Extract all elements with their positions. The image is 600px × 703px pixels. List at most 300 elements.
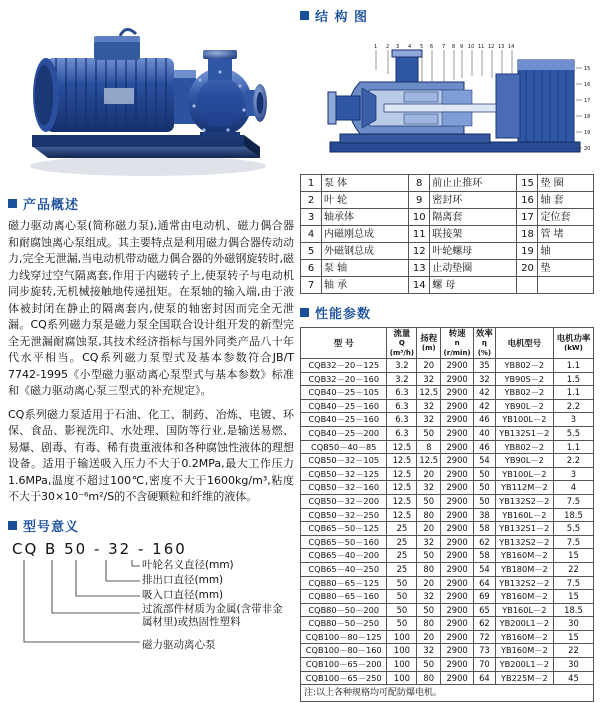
cell-power: 7.5 xyxy=(553,576,593,590)
part-num: 9 xyxy=(409,192,430,209)
table-row xyxy=(301,277,594,294)
table-row xyxy=(301,494,594,508)
table-row xyxy=(301,658,594,672)
cell-model: CQB65－40－250 xyxy=(301,562,387,576)
svg-text:16: 16 xyxy=(584,82,591,88)
part-num: 3 xyxy=(301,209,322,226)
col-speed xyxy=(441,328,474,359)
cell-head: 20 xyxy=(417,630,441,644)
cell-model: CQB50－32－160 xyxy=(301,481,387,495)
table-row xyxy=(301,372,594,386)
model-label-0: 叶轮名义直径(mm) xyxy=(142,558,234,571)
cell-model: CQB80－65－125 xyxy=(301,576,387,590)
cell-head: 32 xyxy=(417,590,441,604)
cell-flow: 12.5 xyxy=(387,494,417,508)
cell-head: 50 xyxy=(417,603,441,617)
cell-power: 5.5 xyxy=(553,426,593,440)
cell-eff: 69 xyxy=(474,590,496,604)
cell-model: CQB32－20－160 xyxy=(301,372,387,386)
cell-motor: YB112M－2 xyxy=(495,481,553,495)
table-row xyxy=(301,426,594,440)
cell-model: CQB40－25－105 xyxy=(301,386,387,400)
cell-flow: 6.3 xyxy=(387,399,417,413)
cell-motor: YB90L－2 xyxy=(495,454,553,468)
cell-power: 45 xyxy=(553,671,593,685)
cell-power: 15 xyxy=(553,590,593,604)
part-num: 10 xyxy=(409,209,430,226)
cell-eff: 58 xyxy=(474,522,496,536)
cell-speed: 2900 xyxy=(441,426,474,440)
cell-flow: 6.3 xyxy=(387,413,417,427)
product-photo xyxy=(8,6,294,186)
col-flow-symbol: Q xyxy=(398,339,405,347)
cell-eff: 54 xyxy=(474,454,496,468)
leader-lines-svg xyxy=(14,558,144,650)
cell-flow: 12.5 xyxy=(387,454,417,468)
cell-flow: 25 xyxy=(387,562,417,576)
cell-motor: YB100L－2 xyxy=(495,467,553,481)
cell-speed: 2900 xyxy=(441,372,474,386)
svg-text:9: 9 xyxy=(460,44,464,50)
model-label-2: 吸入口直径(mm) xyxy=(142,588,224,601)
cell-model: CQB80－50－250 xyxy=(301,617,387,631)
part-name: 止动垫圈 xyxy=(430,260,517,277)
cell-head: 32 xyxy=(417,372,441,386)
cell-power: 15 xyxy=(553,549,593,563)
cell-flow: 25 xyxy=(387,535,417,549)
cell-flow: 100 xyxy=(387,630,417,644)
cell-motor: YB160M－2 xyxy=(495,590,553,604)
cell-speed: 2900 xyxy=(441,386,474,400)
col-eff-symbol: η xyxy=(481,339,487,347)
cell-motor: YB90L－2 xyxy=(495,399,553,413)
cell-motor: YB160L－2 xyxy=(495,603,553,617)
col-flow-unit: (m³/h) xyxy=(389,349,415,357)
cell-flow: 6.3 xyxy=(387,386,417,400)
table-row xyxy=(301,590,594,604)
cell-power: 7.5 xyxy=(553,494,593,508)
cell-speed: 2900 xyxy=(441,671,474,685)
structure-diagram xyxy=(300,30,594,170)
part-name: 管 堵 xyxy=(538,226,594,243)
svg-text:10: 10 xyxy=(468,44,475,50)
cell-flow: 12.5 xyxy=(387,508,417,522)
part-name: 轴 套 xyxy=(538,192,594,209)
cell-flow: 50 xyxy=(387,603,417,617)
col-speed-label: 转速 xyxy=(448,328,466,338)
cell-head: 50 xyxy=(417,549,441,563)
cell-motor: YB132S2－2 xyxy=(495,535,553,549)
table-row xyxy=(301,549,594,563)
table-row xyxy=(301,603,594,617)
table-row xyxy=(301,440,594,454)
cell-power: 3 xyxy=(553,413,593,427)
overview-heading-label: 产品概述 xyxy=(23,198,80,213)
cell-model: CQB50－32－105 xyxy=(301,454,387,468)
cell-speed: 2900 xyxy=(441,535,474,549)
cell-eff: 42 xyxy=(474,386,496,400)
model-meaning-heading-label: 型号意义 xyxy=(23,519,80,535)
cell-head: 32 xyxy=(417,399,441,413)
overview-paragraph-1: 磁力驱动离心泵(简称磁力泵),通常由电动机、磁力偶合器和耐腐蚀离心泵组成。其主要特点是利用磁力偶合器传动动力,完全无泄漏,当电动机带动磁力偶合器的外磁钢旋转时,磁力线穿过空气隔离套,作用于内磁转子上,使泵转子与电动机同步旋转,无机械接触地传递扭矩。在泵轴的输入端,由于液体被封闭在静止的隔离套内,使泵的轴密封因而完全无泄漏。CQ系列磁力泵是磁力泵全国联合设计组开发的新型完全无泄漏耐腐蚀泵,其技术经济指标与国外同类产品八十年代水平相当。CQ系列磁力泵型式及基本参数符合JB/T 7742-1995《小型磁力驱动离心泵型式与基本参数》标准和《磁力驱动离心泵三型式的补充规定》。 xyxy=(8,219,294,397)
cell-motor: YB225M－2 xyxy=(495,671,553,685)
cell-eff: 70 xyxy=(474,658,496,672)
cell-eff: 50 xyxy=(474,481,496,495)
table-row xyxy=(301,386,594,400)
part-name: 垫 xyxy=(538,260,594,277)
cell-flow: 12.5 xyxy=(387,467,417,481)
performance-heading-label: 性能参数 xyxy=(315,307,372,322)
cell-head: 32 xyxy=(417,413,441,427)
col-flow xyxy=(387,328,417,359)
pump-photo-illustration xyxy=(8,6,294,186)
cell-head: 80 xyxy=(417,508,441,522)
cell-motor: YB160M－2 xyxy=(495,549,553,563)
cell-motor: YB200L1－2 xyxy=(495,617,553,631)
cell-head: 80 xyxy=(417,562,441,576)
cell-speed: 2900 xyxy=(441,467,474,481)
cell-motor: YB132S2－2 xyxy=(495,494,553,508)
cell-flow: 100 xyxy=(387,658,417,672)
structure-heading-label: 结 构 图 xyxy=(315,10,369,25)
part-num: 5 xyxy=(301,243,322,260)
cell-flow: 50 xyxy=(387,576,417,590)
cell-speed: 2900 xyxy=(441,630,474,644)
cell-head: 20 xyxy=(417,359,441,373)
cell-model: CQB50－32－125 xyxy=(301,467,387,481)
part-num: 18 xyxy=(517,226,538,243)
svg-text:15: 15 xyxy=(584,66,591,72)
cell-eff: 35 xyxy=(474,359,496,373)
cell-eff: 65 xyxy=(474,603,496,617)
svg-text:3: 3 xyxy=(396,44,400,50)
col-model: 型 号 xyxy=(301,328,387,359)
svg-text:12: 12 xyxy=(488,44,495,50)
part-name: 轴 承 xyxy=(322,277,409,294)
cell-head: 80 xyxy=(417,617,441,631)
cell-flow: 100 xyxy=(387,671,417,685)
cell-flow: 50 xyxy=(387,617,417,631)
square-bullet-icon xyxy=(8,199,17,208)
cell-head: 50 xyxy=(417,658,441,672)
part-num: 12 xyxy=(409,243,430,260)
table-row xyxy=(301,399,594,413)
model-code-text: CQ B 50 - 32 - 160 xyxy=(12,539,187,558)
parts-table-body xyxy=(301,175,594,294)
col-head-label: 扬程 xyxy=(420,333,438,343)
cell-speed: 2900 xyxy=(441,590,474,604)
cell-speed: 2900 xyxy=(441,603,474,617)
col-motor-model: 电机型号 xyxy=(495,328,553,359)
cell-eff: 46 xyxy=(474,413,496,427)
cell-flow: 6.3 xyxy=(387,426,417,440)
cell-model: CQB65－40－200 xyxy=(301,549,387,563)
cell-power: 4 xyxy=(553,481,593,495)
part-name: 轴承体 xyxy=(322,209,409,226)
part-num: 17 xyxy=(517,209,538,226)
table-row xyxy=(301,481,594,495)
cell-head: 20 xyxy=(417,522,441,536)
svg-text:5: 5 xyxy=(420,44,424,50)
parts-table xyxy=(300,174,594,294)
table-row xyxy=(301,671,594,685)
table-row xyxy=(301,175,594,192)
part-num: 19 xyxy=(517,243,538,260)
cell-power: 2.2 xyxy=(553,454,593,468)
cell-eff: 72 xyxy=(474,630,496,644)
cell-speed: 2900 xyxy=(441,399,474,413)
part-name: 叶 轮 xyxy=(322,192,409,209)
cell-motor: YB100L－2 xyxy=(495,413,553,427)
part-name: 轴 xyxy=(538,243,594,260)
cell-speed: 2900 xyxy=(441,494,474,508)
part-num: 11 xyxy=(409,226,430,243)
table-header-row xyxy=(301,328,594,359)
cell-model: CQB100－80－125 xyxy=(301,630,387,644)
part-name: 密封环 xyxy=(430,192,517,209)
cell-speed: 2900 xyxy=(441,562,474,576)
model-label-1: 排出口直径(mm) xyxy=(142,573,224,586)
cell-model: CQB65－50－160 xyxy=(301,535,387,549)
performance-note: 注:以上各种规格均可配防爆电机。 xyxy=(300,685,594,702)
model-meaning-block xyxy=(8,540,294,650)
cell-eff: 38 xyxy=(474,508,496,522)
part-num: 6 xyxy=(301,260,322,277)
cell-speed: 2900 xyxy=(441,359,474,373)
part-num: 7 xyxy=(301,277,322,294)
cell-motor: YB200L1－2 xyxy=(495,658,553,672)
part-name: 垫 圈 xyxy=(538,175,594,192)
svg-text:13: 13 xyxy=(498,44,505,50)
model-leader-labels xyxy=(142,558,283,654)
cell-flow: 3.2 xyxy=(387,372,417,386)
cell-model: CQB40－25－200 xyxy=(301,426,387,440)
cell-speed: 2900 xyxy=(441,576,474,590)
cell-speed: 2900 xyxy=(441,413,474,427)
table-row xyxy=(301,630,594,644)
col-efficiency xyxy=(474,328,496,359)
cell-speed: 2900 xyxy=(441,644,474,658)
table-row xyxy=(301,576,594,590)
cell-model: CQB100－65－250 xyxy=(301,671,387,685)
cell-head: 32 xyxy=(417,481,441,495)
cell-flow: 12.5 xyxy=(387,440,417,454)
part-num: 13 xyxy=(409,260,430,277)
cell-head: 12.5 xyxy=(417,386,441,400)
table-row xyxy=(301,243,594,260)
cell-eff: 42 xyxy=(474,399,496,413)
part-name: 联接架 xyxy=(430,226,517,243)
part-num: 14 xyxy=(409,277,430,294)
cell-model: CQB40－25－160 xyxy=(301,413,387,427)
cell-model: CQB80－50－200 xyxy=(301,603,387,617)
cell-power: 30 xyxy=(553,658,593,672)
part-num: 8 xyxy=(409,175,430,192)
table-row xyxy=(301,617,594,631)
cell-power: 18.5 xyxy=(553,603,593,617)
cell-flow: 50 xyxy=(387,590,417,604)
part-name: 螺 母 xyxy=(430,277,517,294)
svg-text:6: 6 xyxy=(430,44,434,50)
model-label-3: 过流部件材质为金属(含带非金 xyxy=(142,603,283,616)
svg-text:1: 1 xyxy=(374,44,378,50)
performance-table-body xyxy=(301,359,594,685)
overview-paragraph-2: CQ系列磁力泵适用于石油、化工、制药、冶炼、电镀、环保、食品、影视洗印、水处理、国防等行业,是输送易燃、易爆、剧毒、有毒、稀有贵重液体和各种腐蚀性液体的理想设备。适用于输送吸入压力不大于0.2MPa,最大工作压力1.6MPa,温度不超过100℃,密度不大于1600kg/m³,粘度不大于30×10⁻⁶m²/S的不含硬颗粒和纤维的液体。 xyxy=(8,407,294,503)
cell-flow: 25 xyxy=(387,522,417,536)
svg-text:8: 8 xyxy=(452,44,456,50)
part-name: 泵 体 xyxy=(322,175,409,192)
col-head-unit: (m) xyxy=(421,344,436,352)
cell-speed: 2900 xyxy=(441,440,474,454)
cell-motor: YB160L－2 xyxy=(495,508,553,522)
cell-eff: 50 xyxy=(474,494,496,508)
part-num: 4 xyxy=(301,226,322,243)
cell-power: 1.1 xyxy=(553,440,593,454)
cell-model: CQB80－65－160 xyxy=(301,590,387,604)
cell-motor: YB90S－2 xyxy=(495,372,553,386)
cell-power: 22 xyxy=(553,644,593,658)
cell-speed: 2900 xyxy=(441,617,474,631)
cell-head: 50 xyxy=(417,426,441,440)
part-num xyxy=(517,277,538,294)
cell-model: CQB50－40－85 xyxy=(301,440,387,454)
table-row xyxy=(301,644,594,658)
table-row xyxy=(301,562,594,576)
cell-eff: 62 xyxy=(474,617,496,631)
left-column xyxy=(8,6,294,650)
cell-eff: 50 xyxy=(474,467,496,481)
cell-speed: 2900 xyxy=(441,658,474,672)
svg-text:2: 2 xyxy=(386,44,390,50)
cell-model: CQB32－20－125 xyxy=(301,359,387,373)
cell-power: 1.1 xyxy=(553,359,593,373)
cell-model: CQB50－32－250 xyxy=(301,508,387,522)
cell-head: 32 xyxy=(417,644,441,658)
cell-motor: YB132S1－2 xyxy=(495,522,553,536)
cell-motor: YB132S2－2 xyxy=(495,576,553,590)
part-num: 16 xyxy=(517,192,538,209)
cell-speed: 2900 xyxy=(441,481,474,495)
cell-head: 80 xyxy=(417,671,441,685)
table-row xyxy=(301,413,594,427)
cell-motor: YB160M－2 xyxy=(495,644,553,658)
cell-speed: 2900 xyxy=(441,454,474,468)
cell-motor: YB802－2 xyxy=(495,386,553,400)
performance-table-head xyxy=(301,328,594,359)
cell-power: 30 xyxy=(553,617,593,631)
table-row xyxy=(301,192,594,209)
cell-eff: 58 xyxy=(474,549,496,563)
svg-text:17: 17 xyxy=(584,98,591,104)
table-row xyxy=(301,359,594,373)
svg-text:18: 18 xyxy=(584,114,591,120)
cell-flow: 100 xyxy=(387,644,417,658)
col-flow-label: 流量 xyxy=(393,328,411,338)
part-name: 隔离套 xyxy=(430,209,517,226)
col-head xyxy=(417,328,441,359)
cell-motor: YB180M－2 xyxy=(495,562,553,576)
part-num: 20 xyxy=(517,260,538,277)
part-num: 15 xyxy=(517,175,538,192)
part-num: 2 xyxy=(301,192,322,209)
model-meaning-heading xyxy=(8,516,294,535)
right-column xyxy=(300,6,594,702)
table-row xyxy=(301,209,594,226)
cell-eff: 32 xyxy=(474,372,496,386)
cell-flow: 12.5 xyxy=(387,481,417,495)
part-num: 1 xyxy=(301,175,322,192)
cell-model: CQB65－50－125 xyxy=(301,522,387,536)
cell-model: CQB100－80－160 xyxy=(301,644,387,658)
svg-text:11: 11 xyxy=(478,44,485,50)
cell-eff: 73 xyxy=(474,644,496,658)
part-name: 叶轮螺母 xyxy=(430,243,517,260)
cell-eff: 64 xyxy=(474,671,496,685)
cell-power: 7.5 xyxy=(553,535,593,549)
col-speed-unit: (r/min) xyxy=(443,349,471,357)
cell-power: 1.5 xyxy=(553,372,593,386)
cell-head: 20 xyxy=(417,467,441,481)
part-name: 内磁刚总成 xyxy=(322,226,409,243)
cell-power: 5.5 xyxy=(553,522,593,536)
cell-flow: 3.2 xyxy=(387,359,417,373)
cell-head: 12.5 xyxy=(417,454,441,468)
cell-eff: 54 xyxy=(474,562,496,576)
table-row xyxy=(301,508,594,522)
svg-text:4: 4 xyxy=(408,44,412,50)
table-row xyxy=(301,467,594,481)
structure-heading xyxy=(300,6,594,25)
structure-diagram-svg xyxy=(300,30,594,170)
cell-motor: YB802－2 xyxy=(495,359,553,373)
col-power-label: 电机功率 xyxy=(556,333,591,343)
model-label-4: 属材里)或热固性塑料 xyxy=(142,616,241,629)
cell-head: 50 xyxy=(417,494,441,508)
performance-heading xyxy=(300,303,594,322)
cell-model: CQB50－32－200 xyxy=(301,494,387,508)
model-label-5: 磁力驱动离心泵 xyxy=(142,639,216,652)
cell-eff: 40 xyxy=(474,426,496,440)
cell-model: CQB40－25－160 xyxy=(301,399,387,413)
cell-power: 2.2 xyxy=(553,399,593,413)
col-eff-unit: (%) xyxy=(477,349,492,357)
part-name xyxy=(538,277,594,294)
cell-speed: 2900 xyxy=(441,522,474,536)
cell-head: 20 xyxy=(417,576,441,590)
col-motor-power xyxy=(553,328,593,359)
cell-eff: 46 xyxy=(474,440,496,454)
square-bullet-icon xyxy=(300,308,309,317)
part-name: 前止止推环 xyxy=(430,175,517,192)
cell-eff: 62 xyxy=(474,535,496,549)
svg-text:7: 7 xyxy=(442,44,446,50)
overview-heading xyxy=(8,194,294,213)
cell-head: 32 xyxy=(417,535,441,549)
cell-power: 18.5 xyxy=(553,508,593,522)
performance-table xyxy=(300,327,594,685)
square-bullet-icon xyxy=(8,521,17,530)
svg-text:20: 20 xyxy=(584,146,591,152)
svg-text:19: 19 xyxy=(584,130,591,136)
col-power-unit: (kW) xyxy=(564,344,583,352)
cell-power: 15 xyxy=(553,630,593,644)
table-row xyxy=(301,454,594,468)
col-eff-label: 效率 xyxy=(476,328,493,338)
square-bullet-icon xyxy=(300,11,309,20)
cell-eff: 64 xyxy=(474,576,496,590)
cell-power: 3 xyxy=(553,467,593,481)
part-name: 定位套 xyxy=(538,209,594,226)
